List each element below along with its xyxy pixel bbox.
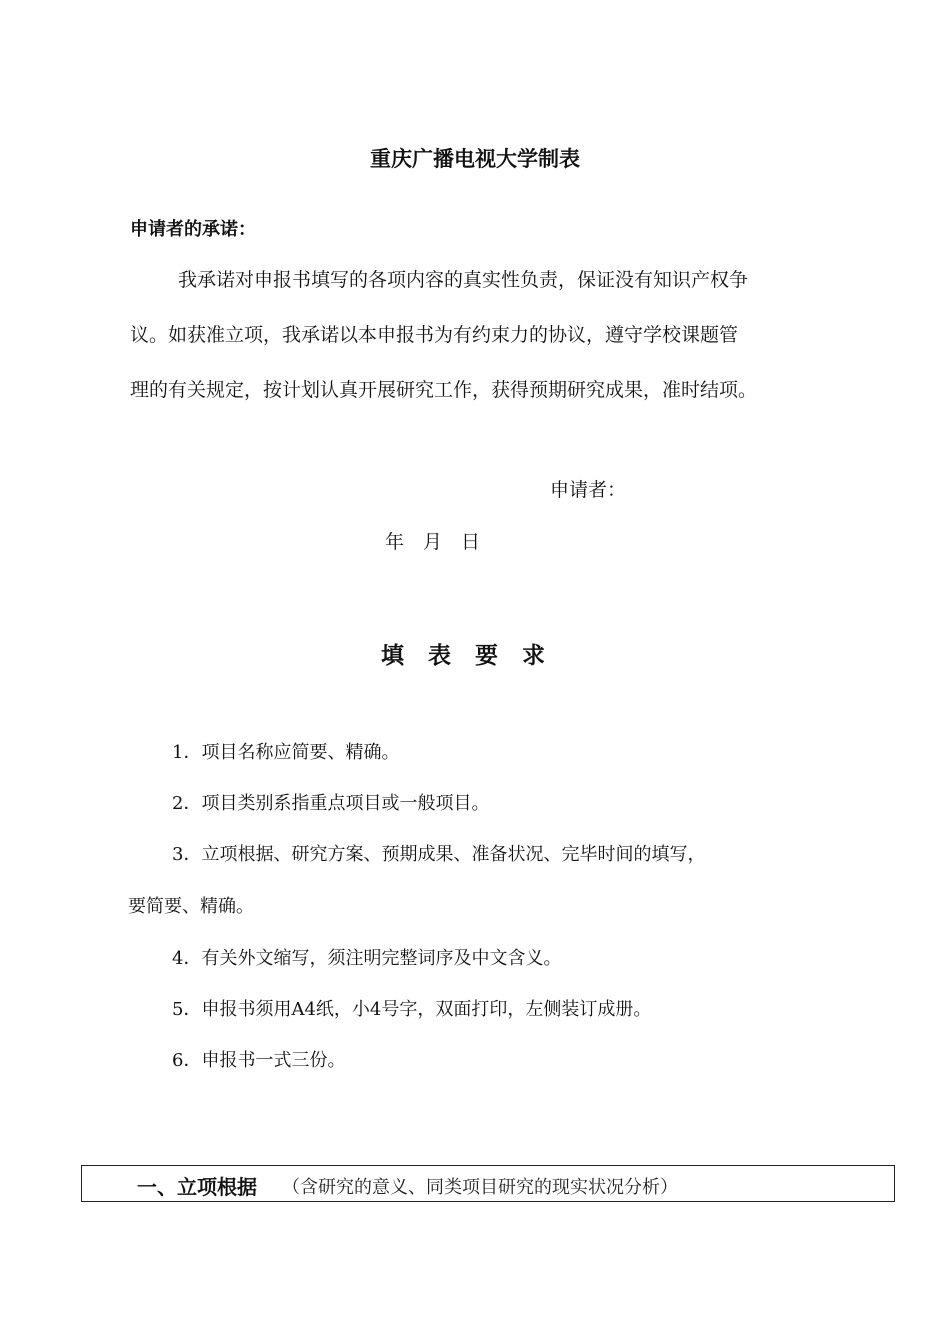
- date-label: 年 月 日: [385, 531, 481, 553]
- document-title: 重庆广播电视大学制表: [370, 147, 580, 171]
- pledge-heading: 申请者的承诺：: [130, 219, 256, 240]
- pledge-line-1: 我承诺对申报书填写的各项内容的真实性负责，保证没有知识产权争: [178, 269, 749, 291]
- requirement-item: 5．申报书须用A4纸，小4号字，双面打印，左侧装订成册。: [172, 999, 652, 1020]
- section-one-box: [81, 1165, 895, 1202]
- pledge-line-3: 理的有关规定，按计划认真开展研究工作，获得预期研究成果，准时结项。: [130, 379, 758, 401]
- requirement-item-continued: 要简要、精确。: [128, 896, 254, 917]
- applicant-label: 申请者：: [550, 479, 627, 501]
- requirements-title: 填表要求: [381, 643, 569, 669]
- requirement-item: 2．项目类别系指重点项目或一般项目。: [172, 793, 490, 814]
- requirement-item: 3．立项根据、研究方案、预期成果、准备状况、完毕时间的填写，: [172, 844, 706, 865]
- section-one-title: 一、立项根据: [137, 1175, 257, 1199]
- requirement-item: 4．有关外文缩写，须注明完整词序及中文含义。: [172, 948, 562, 969]
- pledge-line-2: 议。如获准立项，我承诺以本申报书为有约束力的协议，遵守学校课题管: [130, 324, 739, 346]
- requirement-item: 1．项目名称应简要、精确。: [172, 742, 400, 763]
- section-one-note: （含研究的意义、同类项目研究的现实状况分析）: [282, 1177, 678, 1198]
- requirement-item: 6．申报书一式三份。: [172, 1050, 346, 1071]
